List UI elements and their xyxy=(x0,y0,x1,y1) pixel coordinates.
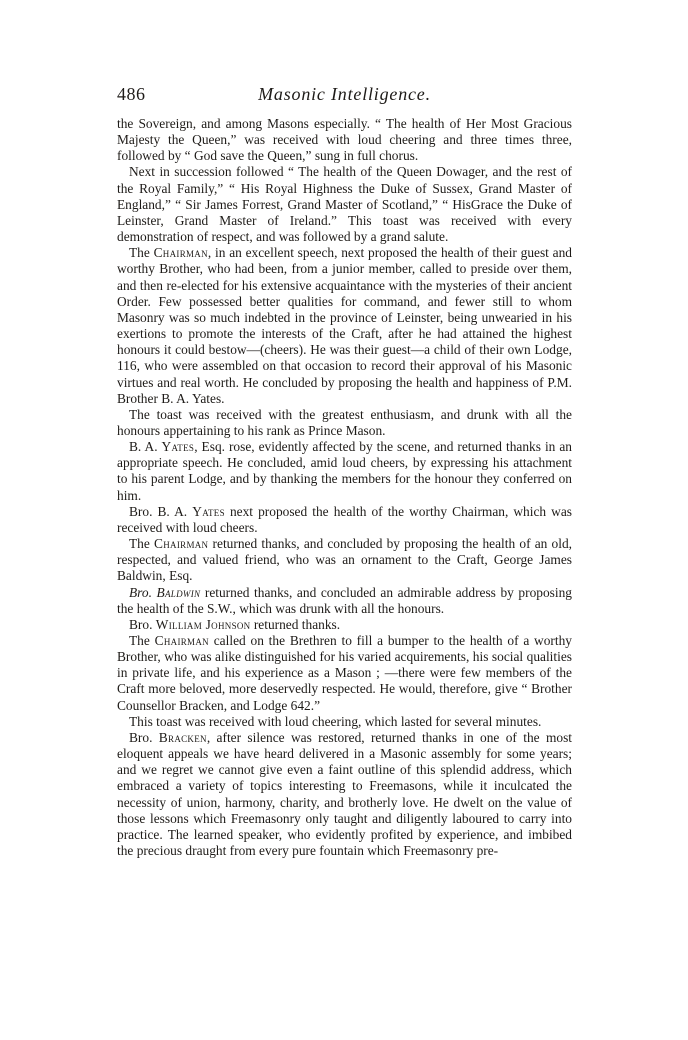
page-header xyxy=(117,84,572,108)
paragraph xyxy=(117,585,572,617)
paragraph xyxy=(117,439,572,504)
text-run: Bro. B. A. xyxy=(129,503,193,519)
styled-text-run: Chairman xyxy=(154,536,209,552)
paragraph xyxy=(117,504,572,536)
page-number: 486 xyxy=(117,84,146,104)
styled-text-run: Bracken xyxy=(158,729,207,745)
paragraph xyxy=(117,407,572,439)
text-run: the Sovereign, and among Masons especially. “ The health of Her Most Gracious Majesty the Queen,” was received with loud cheering and three times three, followed by “ God save the Queen,” sung in full chorus. xyxy=(117,116,572,164)
text-run: returned thanks, and concluded an admirable address by proposing the health of the S.W., which was drunk with all the honours. xyxy=(117,584,572,616)
paragraph xyxy=(117,714,572,730)
text-run: B. A. xyxy=(129,439,162,455)
text-run: This toast was received with loud cheering, which lasted for several minutes. xyxy=(129,713,542,729)
styled-text-run: Bro. xyxy=(129,584,157,600)
text-run: called on the Brethren to fill a bumper to the health of a worthy Brother, who was alike distinguished for his varied acquirements, his social qualities in private life, and his experience as a Mason ; —there were few members of the Craft more beloved, more deservedly respected. He would, therefore, give “ Brother Counsellor Bracken, and Lodge 642.” xyxy=(117,633,572,713)
text-run: returned thanks. xyxy=(250,616,341,632)
text-run: , Esq. rose, evidently affected by the scene, and returned thanks in an appropriate speech. He concluded, amid loud cheers, by expressing his attachment to his parent Lodge, and by thanking the members for the honour they conferred on him. xyxy=(117,439,572,503)
paragraph xyxy=(117,164,572,245)
styled-text-run: Yates xyxy=(192,503,225,519)
text-run: The xyxy=(129,245,154,261)
paragraph xyxy=(117,116,572,164)
styled-text-run: Chairman xyxy=(154,633,209,648)
paragraph xyxy=(117,617,572,633)
paragraph xyxy=(117,245,572,407)
text-run: The xyxy=(129,633,155,648)
styled-text-run: Yates xyxy=(161,439,195,455)
text-run: Bro. xyxy=(129,729,159,745)
text-run: next proposed the health of the worthy Chairman, which was received with loud cheers. xyxy=(117,503,572,535)
text-run: , in an excellent speech, next proposed the health of their guest and worthy Brother, who had been, from a junior member, called to preside over them, and then re-elected for his extensive acquaintance with the mysteries of their ancient Order. Few possessed better qualities for command, and fewer still to whom Masonry was so much indebted in the province of Leinster, being unwearied in his exertions to promote the interests of the Craft, after he had attained the highest honours it could bestow—(cheers). He was their guest—a child of their own Lodge, 116, who were assembled on that occasion to record their approval of his Masonic virtues and real worth. He concluded by proposing the health and happiness of P.M. Brother B. A. Yates. xyxy=(117,245,572,406)
styled-text-run: Chairman xyxy=(153,245,208,261)
text-run: Bro. xyxy=(129,616,156,632)
running-title: Masonic Intelligence. xyxy=(258,84,431,104)
text-run: The xyxy=(129,536,155,552)
styled-text-run: Baldwin xyxy=(156,584,201,600)
paragraph xyxy=(117,730,572,859)
text-run: Next in succession followed “ The health of the Queen Dowager, and the rest of the Royal Family,” “ His Royal Highness the Duke of Sussex, Grand Master of England,” “ Sir James Forrest, Grand Master of Scotland,” “ HisGrace the Duke of Leinster, Grand Master of Ireland.” This toast was received with every demonstration of respect, and was followed by a grand salute. xyxy=(117,164,572,245)
paragraph xyxy=(117,536,572,584)
text-run: The toast was received with the greatest enthusiasm, and drunk with all the honours appertaining to his rank as Prince Mason. xyxy=(117,406,572,438)
article-body xyxy=(117,116,572,859)
styled-text-run: William Johnson xyxy=(155,616,251,632)
text-run: returned thanks, and concluded by proposing the health of an old, respected, and valued friend, who was an ornament to the Craft, George James Baldwin, Esq. xyxy=(117,536,572,584)
paragraph xyxy=(117,633,572,714)
text-run: , after silence was restored, returned thanks in one of the most eloquent appeals we have heard delivered in a Masonic assembly for some years; and we regret we cannot give even a faint outline of this splendid address, which embraced a variety of topics interesting to Freemasons, while it inculcated the necessity of union, harmony, charity, and brotherly love. He dwelt on the value of those lessons which Freemasonry only taught and diligently laboured to carry into practice. The learned speaker, who evidently profited by experience, and imbibed the precious draught from every pure fountain which Freemasonry pre- xyxy=(117,729,572,859)
